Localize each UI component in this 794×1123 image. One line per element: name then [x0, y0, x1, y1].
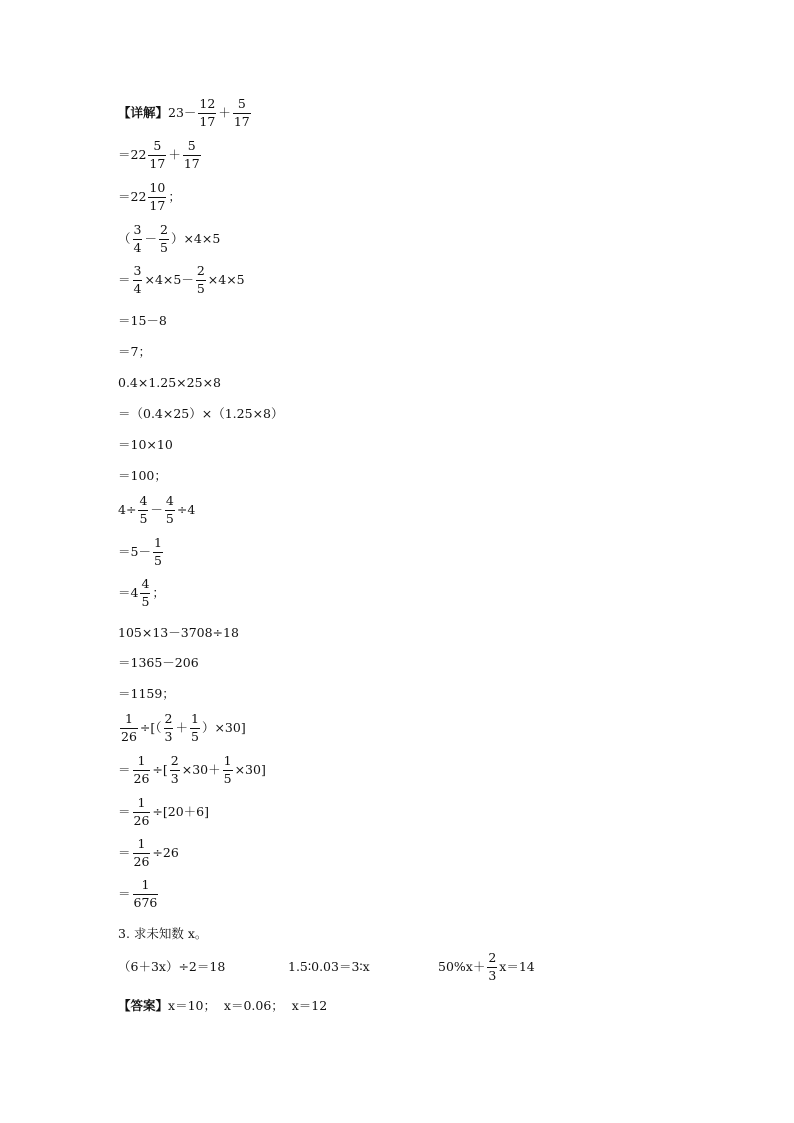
fraction: $\frac{2}{5}$ [159, 222, 168, 255]
calc-line-4-step1 [118, 537, 165, 567]
equation-3-suffix: x＝14 [499, 958, 535, 974]
calc-line-4-question [118, 495, 195, 525]
fraction: $\frac{2}{5}$ [196, 263, 205, 296]
calc-line-3-step2: ＝10×10 [118, 437, 173, 452]
solution-label: 【详解】 [118, 104, 169, 120]
term: ×4×5－ [144, 271, 194, 287]
fraction: $\frac{1}{5}$ [223, 753, 232, 786]
equation-2: 1.5∶0.03＝3∶x [288, 958, 370, 974]
answer-line [118, 1000, 327, 1013]
calc-line-6-step4 [118, 879, 160, 909]
term: 23－ [168, 104, 197, 120]
calc-line-1-step2 [118, 182, 181, 212]
calc-line-3-question: 0.4×1.25×25×8 [118, 375, 221, 390]
fraction: $\frac{3}{4}$ [133, 263, 142, 296]
calc-line-6-question [118, 713, 246, 743]
equation-1: （6＋3x）÷2＝18 [118, 958, 226, 974]
calc-line-2-step1 [118, 265, 245, 295]
fraction: $\frac{1}{5}$ [190, 711, 199, 744]
fraction: $\frac{5}{17}$ [233, 96, 250, 129]
term: ＝4 [118, 584, 139, 600]
calc-line-6-step2 [118, 797, 209, 827]
term: ÷[（ [139, 719, 162, 735]
operator: ＋ [168, 146, 181, 162]
fraction: $\frac{1}{26}$ [133, 836, 150, 869]
fraction: $\frac{1}{5}$ [153, 535, 162, 568]
term: ）×4×5 [170, 230, 221, 246]
fraction: $\frac{3}{4}$ [133, 222, 142, 255]
fraction: $\frac{4}{5}$ [141, 576, 150, 609]
calc-line-2-step2: ＝15－8 [118, 313, 167, 328]
fraction: $\frac{1}{26}$ [133, 795, 150, 828]
term: ＝ [118, 271, 131, 287]
fraction: $\frac{2}{3}$ [488, 950, 497, 983]
term: ）×30] [201, 719, 246, 735]
term: ÷[20＋6] [152, 803, 210, 819]
term: ＝22 [118, 188, 147, 204]
calc-line-6-step3 [118, 838, 179, 868]
fraction: $\frac{5}{17}$ [149, 138, 166, 171]
fraction: $\frac{4}{5}$ [165, 493, 174, 526]
fraction: $\frac{1}{676}$ [133, 877, 158, 910]
term: ＝ [118, 844, 131, 860]
calc-line-5-question: 105×13－3708÷18 [118, 625, 239, 640]
term: ； [168, 188, 181, 204]
calc-line-2-step3: ＝7； [118, 344, 151, 359]
equation-3-prefix: 50%x＋ [438, 958, 486, 974]
operator: － [150, 501, 163, 517]
term: ×30] [234, 761, 266, 777]
fraction: $\frac{2}{3}$ [164, 711, 173, 744]
term: 4÷ [118, 501, 137, 517]
calc-line-5-step1: ＝1365－206 [118, 655, 199, 670]
term: （ [118, 230, 131, 246]
answer-label: 【答案】 [118, 998, 169, 1013]
term: ÷[ [152, 761, 168, 777]
fraction: $\frac{1}{26}$ [121, 711, 137, 744]
term: ＝ [118, 761, 131, 777]
calc-line-1-question [118, 98, 253, 128]
fraction: $\frac{10}{17}$ [149, 180, 166, 213]
fraction: $\frac{5}{17}$ [183, 138, 200, 171]
term: ×4×5 [207, 271, 245, 287]
calc-line-6-step1 [118, 755, 266, 785]
calc-line-2-question [118, 224, 220, 254]
term: ＝5－ [118, 543, 151, 559]
operator: ＋ [218, 104, 231, 120]
operator: ＋ [175, 719, 188, 735]
answer-text: x＝10； x＝0.06； x＝12 [168, 998, 328, 1013]
term: ÷26 [152, 844, 179, 860]
fraction: $\frac{12}{17}$ [199, 96, 216, 129]
term: ×30＋ [181, 761, 221, 777]
calc-line-3-step3: ＝100； [118, 468, 167, 483]
fraction: $\frac{2}{3}$ [170, 753, 179, 786]
term: ＝22 [118, 146, 147, 162]
term: ÷4 [176, 501, 196, 517]
question-3-title: 3. 求未知数 x。 [118, 926, 208, 941]
operator: － [144, 230, 157, 246]
calc-line-5-step2: ＝1159； [118, 686, 175, 701]
calc-line-1-step1 [118, 140, 203, 170]
calc-line-3-step1: ＝（0.4×25）×（1.25×8） [118, 406, 284, 421]
question-3-equations [118, 952, 678, 982]
term: ＝ [118, 803, 131, 819]
fraction: $\frac{4}{5}$ [139, 493, 148, 526]
term: ； [152, 584, 165, 600]
fraction: $\frac{1}{26}$ [133, 753, 150, 786]
term: ＝ [118, 885, 131, 901]
calc-line-4-step2 [118, 578, 165, 608]
